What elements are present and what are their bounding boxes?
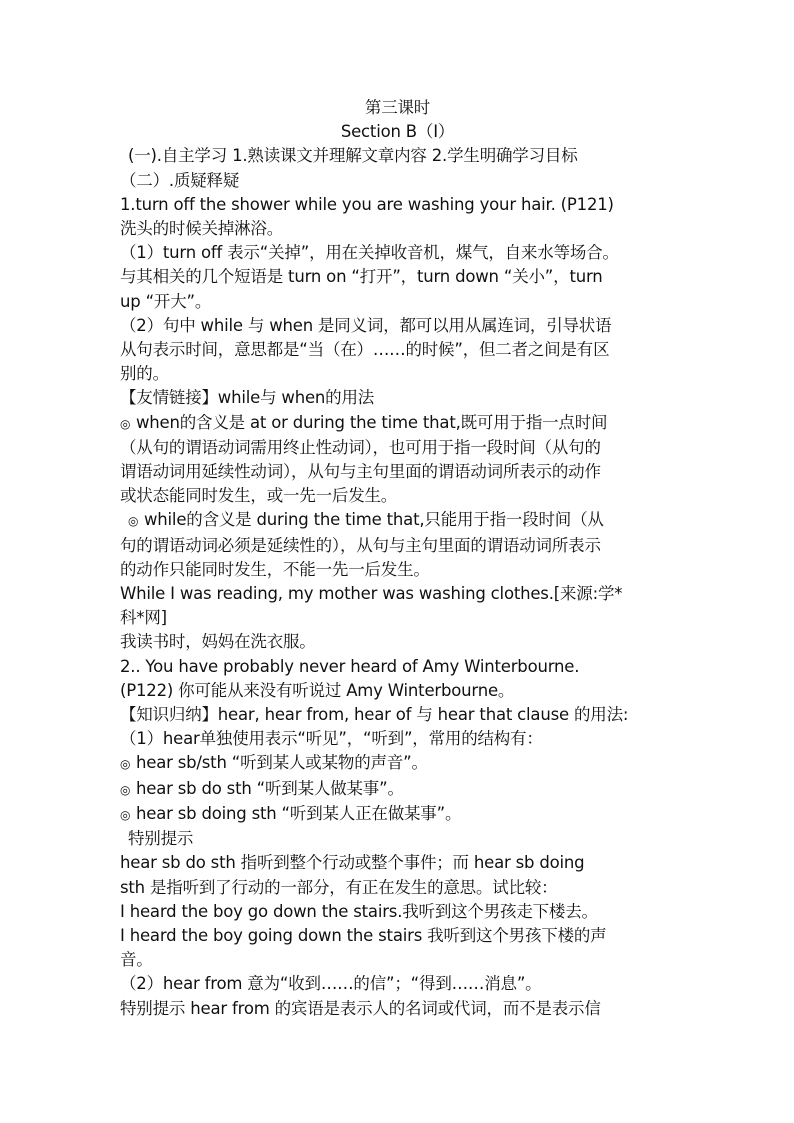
step-self-study: (一).自主学习 1.熟读课文并理解文章内容 2.学生明确学习目标 (128, 146, 578, 166)
example-going-down-1: I heard the boy going down the stairs 我听到这个男孩下楼的声 (120, 925, 607, 945)
knowledge-heading: 【知识归纳】hear, hear from, hear of 与 hear that clause 的用法: (120, 705, 629, 725)
bullet-when-4: 或状态能同时发生，或一先一后发生。 (120, 486, 398, 506)
bullet-icon: ◎ (120, 757, 131, 772)
tip-text-1: hear sb do sth 指听到整个行动或整个事件；而 hear sb doing (120, 853, 585, 873)
document-page (120, 96, 675, 1021)
bullet-while-1: ◎ while的含义是 during the time that,只能用于指一段时间（从 (120, 508, 675, 533)
step-questions: （二）.质疑释疑 (120, 170, 240, 190)
bullet-when-1: ◎ when的含义是 at or during the time that,既可用于指一点时间 (120, 411, 675, 436)
bullet-while-3: 的动作只能同时发生，不能一先一后发生。 (120, 559, 430, 579)
bullet-icon: ◎ (120, 782, 131, 797)
sentence-1: 1.turn off the shower while you are washing your hair. (P121) (120, 194, 614, 214)
example-going-down-2: 音。 (120, 950, 153, 970)
example-while-translation: 我读书时，妈妈在洗衣服。 (120, 632, 316, 652)
bullet-icon: ◎ (120, 416, 131, 431)
hear-usage-2: （2）hear from 意为“收到……的信”；“得到……消息”。 (120, 974, 542, 994)
section-title: Section B（I） (340, 122, 455, 142)
example-go-down: I heard the boy go down the stairs.我听到这个男孩走下楼去。 (120, 901, 598, 921)
note-while-3: 别的。 (120, 364, 169, 384)
special-tip-heading: 特别提示 (128, 829, 194, 849)
note-turn-off-3: up “开大”。 (120, 291, 212, 311)
example-while-2: 科*网] (120, 608, 167, 628)
bullet-icon: ◎ (120, 807, 131, 822)
hear-structure-2: ◎ hear sb do sth “听到某人做某事”。 (120, 777, 675, 802)
note-while-2: 从句表示时间，意思都是“当（在）……的时候”，但二者之间是有区 (120, 340, 610, 360)
example-while-1: While I was reading, my mother was washing clothes.[来源:学* (120, 584, 623, 604)
note-while-1: （2）句中 while 与 when 是同义词，都可以用从属连词，引导状语 (120, 315, 612, 335)
bullet-icon: ◎ (128, 514, 139, 529)
sentence-1-translation: 洗头的时候关掉淋浴。 (120, 219, 284, 239)
bullet-when-2: （从句的谓语动词需用终止性动词），也可用于指一段时间（从句的 (120, 437, 601, 457)
friendly-link-heading: 【友情链接】while与 when的用法 (120, 388, 375, 408)
bullet-when-3: 谓语动词用延续性动词），从句与主句里面的谓语动词所表示的动作 (120, 462, 601, 482)
hear-usage-1: （1）hear单独使用表示“听见”，“听到”，常用的结构有： (120, 729, 543, 749)
bullet-while-2: 句的谓语动词必须是延续性的），从句与主句里面的谓语动词所表示 (120, 535, 601, 555)
note-turn-off-1: （1）turn off 表示“关掉”，用在关掉收音机，煤气，自来水等场合。 (120, 243, 619, 263)
sentence-2: 2.. You have probably never heard of Amy Winterbourne. (120, 656, 580, 676)
lesson-title: 第三课时 (364, 98, 431, 117)
note-turn-off-2: 与其相关的几个短语是 turn on “打开”，turn down “关小”，turn (120, 267, 603, 287)
tip-text-2: sth 是指听到了行动的一部分，有正在发生的意思。试比较： (120, 877, 558, 897)
hear-structure-3: ◎ hear sb doing sth “听到某人正在做某事”。 (120, 802, 675, 827)
hear-structure-1: ◎ hear sb/sth “听到某人或某物的声音”。 (120, 751, 675, 776)
sentence-2-translation: (P122) 你可能从来没有听说过 Amy Winterbourne。 (120, 680, 515, 700)
tip-hear-from: 特别提示 hear from 的宾语是表示人的名词或代词，而不是表示信 (120, 998, 601, 1018)
